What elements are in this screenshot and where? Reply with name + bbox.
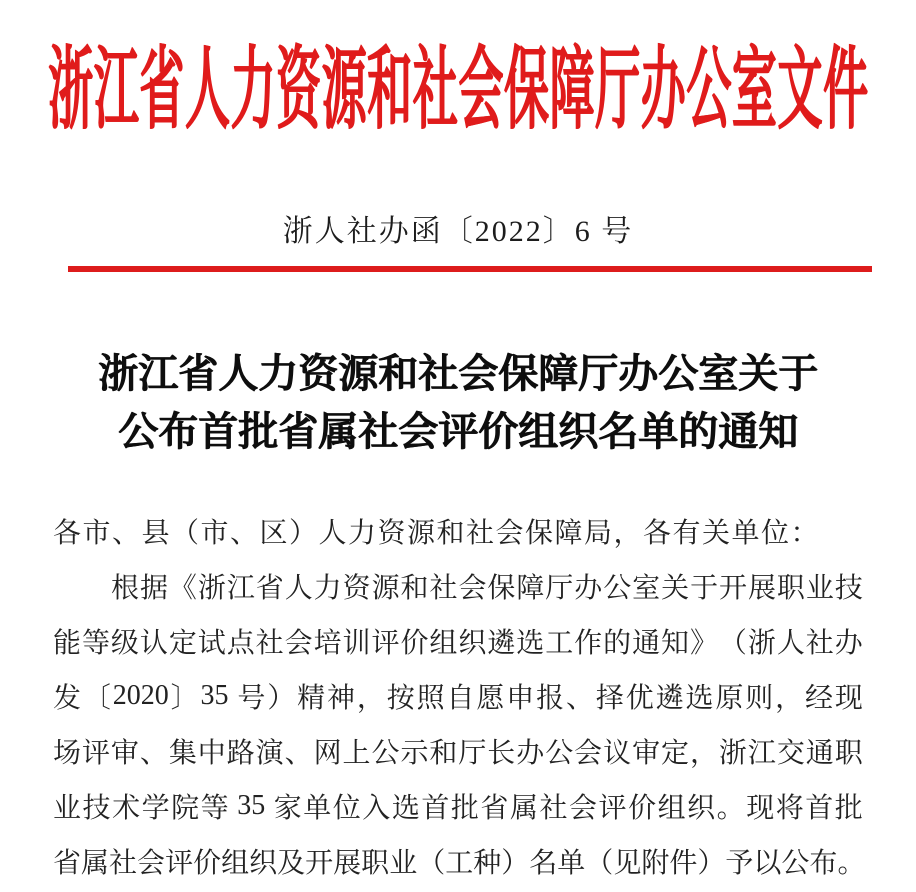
red-divider-rule [68,266,872,272]
document-number: 浙人社办函〔2022〕6 号 [282,215,634,248]
body-line: 场 评 审 、 集 中 路 演 、 网 上 公 示 和 厅 长 办 公 会 议 审 定 ， 浙 江 交 通 职 [53,737,863,769]
document-title-line2: 公布首批省属社会评价组织名单的通知 [118,409,798,454]
body-line: 省 属 社 会 评 价 组 织 及 开 展 职 业 （ 工 种 ） 名 单 （ 见 附 件 ） 予 以 公 布 。 [53,847,866,879]
document-body [53,503,866,888]
body-line: 根 据 《 浙 江 省 人 力 资 源 和 社 会 保 障 厅 办 公 室 关 于 开 展 职 业 技 [111,572,863,604]
salutation-line: 各市、县（市、区）人力资源和社会保障局，各有关单位： [53,517,821,549]
body-line: 能 等 级 认 定 试 点 社 会 培 训 评 价 组 织 遴 选 工 作 的 通 知 》 （ 浙 人 社 办 [53,627,863,659]
body-line: 发 〔 2020 〕 35 号 ） 精 神 ， 按 照 自 愿 申 报 、 择 优 遴 选 原 则 ， 经 现 [53,679,863,714]
document-header-title: 浙 江 省 人 力 资 源 和 社 会 保 障 厅 办 公 室 文 件 [48,40,868,140]
document-title-line1: 浙江省人力资源和社会保障厅办公室关于 [98,351,818,396]
body-line: 业 技 术 学 院 等 35 家 单 位 入 选 首 批 省 属 社 会 评 价 组 织 。 现 将 首 批 [53,789,863,824]
